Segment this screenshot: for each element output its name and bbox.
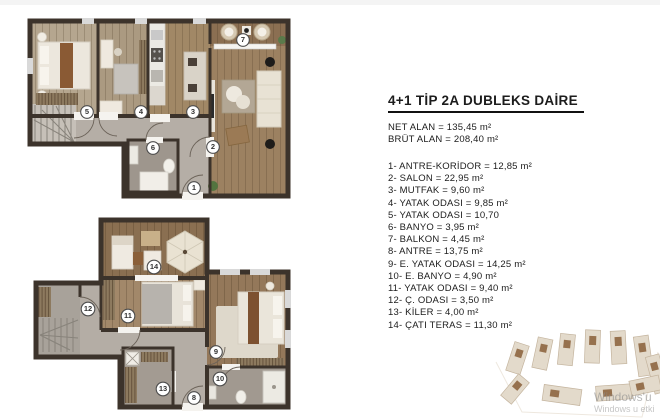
floor-lamp-icon (265, 57, 275, 67)
room-badge-13 (156, 382, 170, 396)
room-badge-5 (81, 106, 94, 119)
room-badge-12 (81, 302, 95, 316)
room-list-item: 4- YATAK ODASI = 9,85 m² (388, 197, 508, 209)
plan-title: 4+1 TİP 2A DUBLEKS DAİRE (388, 93, 584, 113)
room-list (388, 161, 652, 332)
room-badge-2 (207, 141, 220, 154)
room-badge-9 (210, 346, 223, 359)
room-list-item: 9- E. YATAK ODASI = 14,25 m² (388, 258, 526, 270)
room-list-item: 7- BALKON = 4,45 m² (388, 234, 485, 246)
lower-floor-plan (0, 210, 330, 419)
svg-text:6: 6 (150, 142, 156, 152)
svg-text:11: 11 (124, 310, 132, 320)
svg-text:12: 12 (83, 303, 93, 313)
armchair (226, 125, 250, 145)
area-summary (388, 122, 652, 146)
net-area: NET ALAN = 135,45 m² (388, 122, 492, 133)
svg-text:7: 7 (240, 34, 246, 44)
room-list-item: 13- KİLER = 4,00 m² (388, 307, 479, 319)
gross-area: BRÜT ALAN = 208,40 m² (388, 134, 499, 145)
svg-text:1: 1 (191, 182, 197, 192)
upper-floor-plan (0, 0, 330, 210)
svg-text:4: 4 (138, 106, 144, 116)
room-badge-1 (188, 182, 201, 195)
svg-text:5: 5 (84, 106, 90, 116)
room-list-item: 6- BANYO = 3,95 m² (388, 222, 479, 234)
watermark-line1: Windows'u (594, 390, 652, 404)
room-badge-7 (237, 34, 250, 47)
room-list-item: 11- YATAK ODASI = 9,40 m² (388, 283, 513, 295)
svg-text:3: 3 (190, 106, 196, 116)
legend-panel (388, 92, 652, 332)
room-badge-10 (213, 372, 227, 386)
svg-text:14: 14 (149, 261, 159, 271)
windows-activation-watermark (594, 391, 655, 414)
room-list-item: 14- ÇATI TERAS = 11,30 m² (388, 319, 513, 331)
svg-text:13: 13 (158, 383, 168, 393)
svg-text:8: 8 (191, 392, 197, 402)
room-badge-4 (135, 106, 148, 119)
closet-room12 (38, 287, 51, 317)
svg-text:10: 10 (215, 373, 225, 383)
floor-lamp-icon (265, 139, 275, 149)
room-list-item: 10- E. BANYO = 4,90 m² (388, 270, 497, 282)
svg-text:2: 2 (210, 141, 216, 151)
room-list-item: 12- Ç. ODASI = 3,50 m² (388, 295, 494, 307)
room-badge-3 (187, 106, 200, 119)
room-list-item: 3- MUTFAK = 9,60 m² (388, 185, 485, 197)
plant-icon (278, 36, 286, 44)
room-list-item: 2- SALON = 22,95 m² (388, 173, 484, 185)
room-list-item: 5- YATAK ODASI = 10,70 (388, 209, 500, 221)
room-badge-6 (147, 142, 160, 155)
room-badge-14 (147, 260, 161, 274)
room-list-item: 1- ANTRE-KORİDOR = 12,85 m² (388, 161, 532, 172)
room-list-item: 8- ANTRE = 13,75 m² (388, 246, 483, 258)
svg-text:9: 9 (213, 346, 219, 356)
watermark-line2: Windows u etki (594, 404, 655, 414)
room-badge-11 (121, 309, 135, 323)
room-badge-8 (188, 392, 201, 405)
